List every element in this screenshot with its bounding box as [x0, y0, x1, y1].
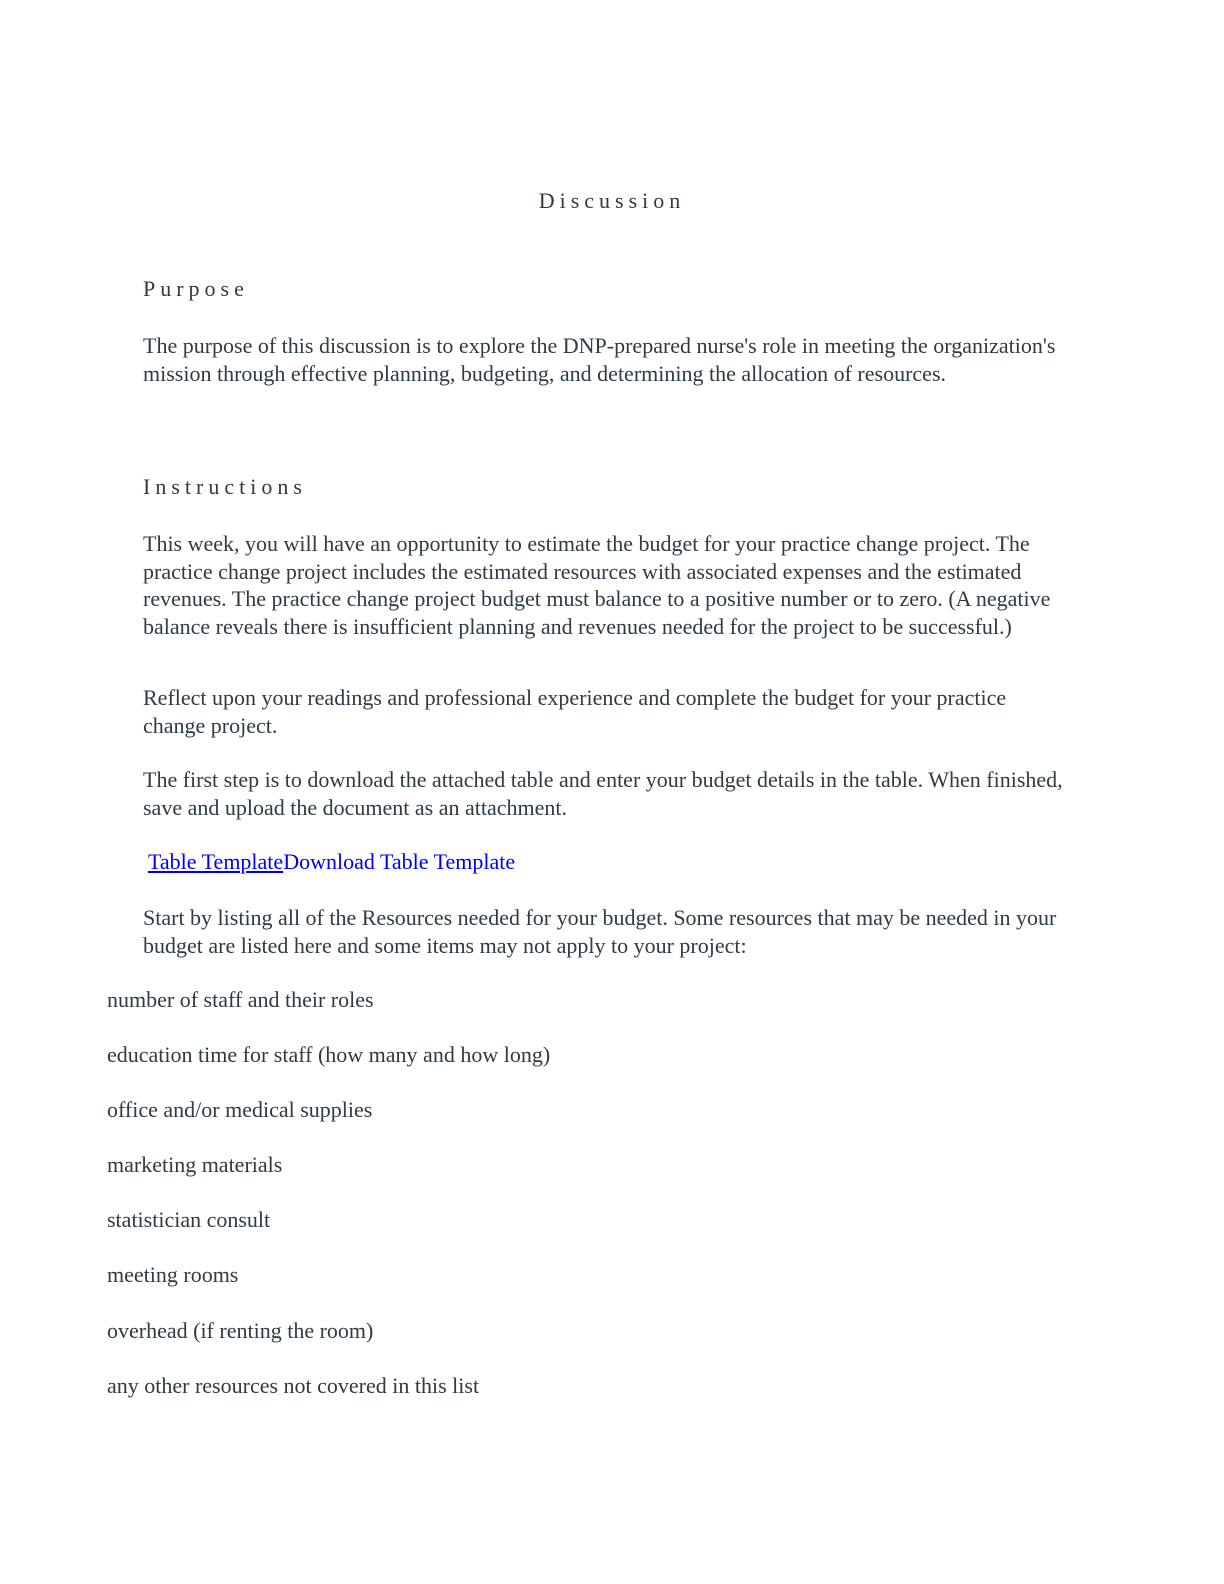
instructions-paragraph-3: The first step is to download the attached table and enter your budget details in the table. When finished, save and upload the document as an attachment.	[143, 767, 1063, 820]
table-template-links	[148, 848, 515, 876]
list-item: marketing materials	[107, 1152, 283, 1178]
list-item: education time for staff (how many and how long)	[107, 1042, 551, 1068]
list-item: number of staff and their roles	[107, 987, 374, 1012]
instructions-paragraph-2: Reflect upon your readings and professional experience and complete the budget for your practice change project.	[143, 685, 1007, 738]
instructions-paragraph-4: Start by listing all of the Resources needed for your budget. Some resources that may be needed in your budget are listed here and some items may not apply to your project:	[143, 905, 1057, 958]
instructions-paragraph-1: This week, you will have an opportunity to estimate the budget for your practice change project. The practice change project includes the estimated resources with associated expenses and the estimated revenues. The practice change project budget must balance to a positive number or to zero. (A negative balance reveals there is insufficient planning and revenues needed for the project to be successful.)	[143, 531, 1051, 639]
list-item: overhead (if renting the room)	[107, 1317, 374, 1343]
page-title: Discussion	[538, 188, 686, 213]
download-table-template-link[interactable]: Download Table Template	[283, 849, 516, 874]
table-template-link[interactable]: Table Template	[148, 849, 284, 874]
purpose-heading: Purpose	[143, 276, 249, 301]
resources-list	[107, 985, 550, 1426]
list-item: statistician consult	[107, 1207, 271, 1233]
list-item: any other resources not covered in this list	[107, 1372, 480, 1398]
instructions-heading: Instructions	[143, 474, 307, 499]
list-item: office and/or medical supplies	[107, 1097, 373, 1123]
list-item: meeting rooms	[107, 1262, 239, 1288]
purpose-text: The purpose of this discussion is to explore the DNP-prepared nurse's role in meeting the organization's mission through effective planning, budgeting, and determining the allocation of resources.	[143, 333, 1056, 386]
